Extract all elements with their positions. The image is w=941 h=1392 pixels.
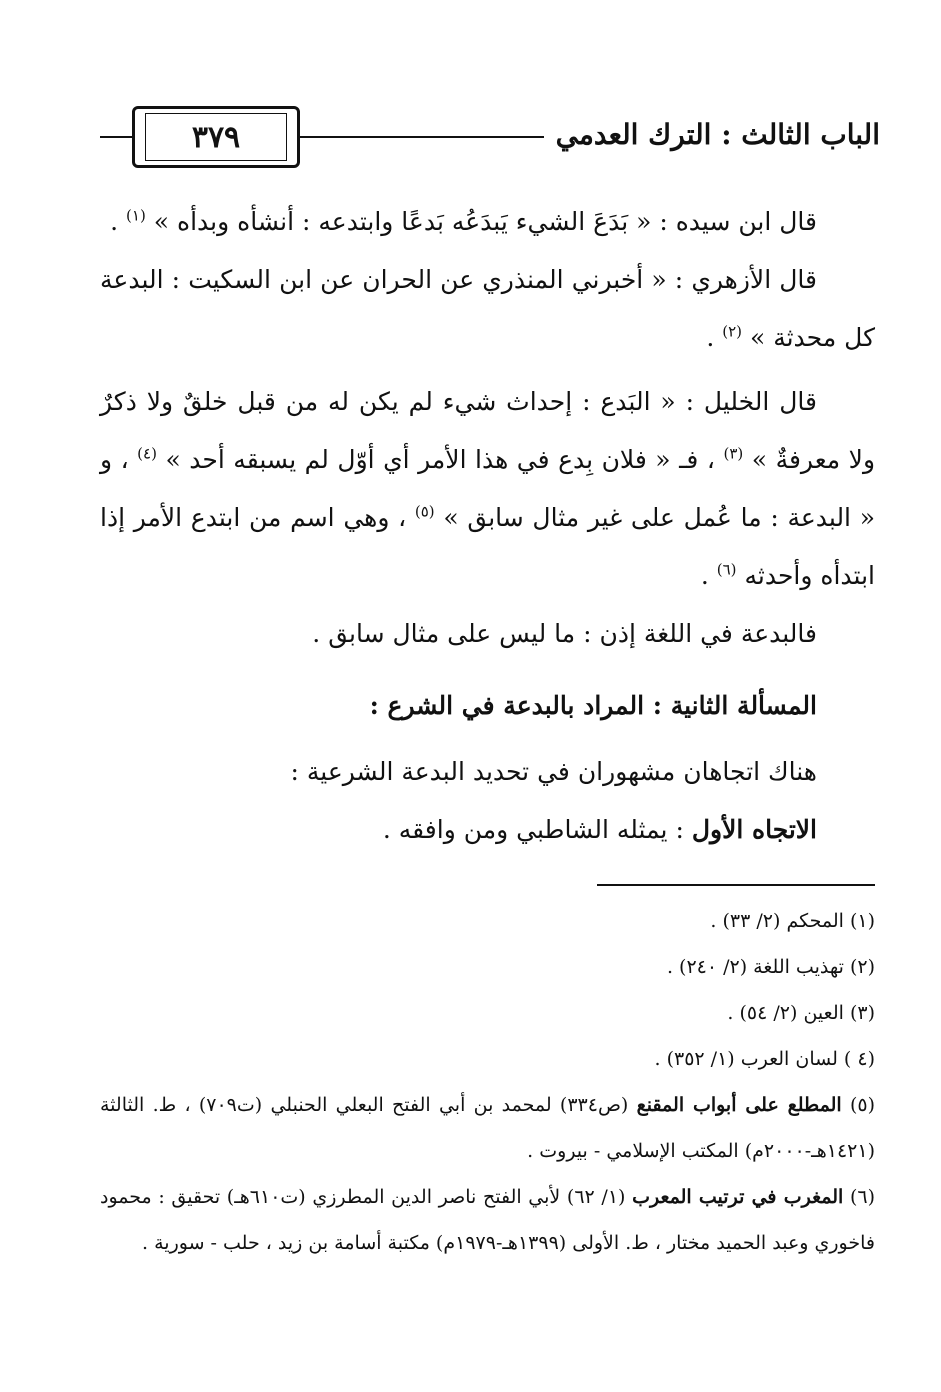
footnote-text: (ص٣٣٤) لمحمد بن أبي الفتح البعلي الحنبلي (ت٧٠٩) ، ط. الثالثة (١٤٢١هـ-٢٠٠٠م) المكتب الإسلامي - بيروت . bbox=[100, 1094, 875, 1162]
paragraph-text: قال الخليل : « البَدع : إحداث شيء لم يكن له من قبل خلقٌ ولا ذكرٌ ولا معرفةٌ » bbox=[100, 387, 876, 474]
footnote-3: (٣) العين (٢/ ٥٤) . bbox=[727, 1002, 875, 1024]
footnote-text: (١/ ٦٢) لأبي الفتح ناصر الدين المطرزي (ت٦١٠هـ) تحقيق : محمود فاخوري وعبد الحميد مختار ، ط. الأولى (١٣٩٩هـ-١٩٧٩م) مكتبة أسامة بن زيد ، حلب - سورية . bbox=[100, 1186, 875, 1254]
paragraph-azhari bbox=[100, 251, 875, 367]
footnotes bbox=[100, 898, 875, 1266]
paragraph-text: ، وهي اسم من ابتدع الأمر إذا ابتدأه وأحدثه bbox=[100, 503, 875, 590]
footnote-ref-5[interactable]: (٥) bbox=[414, 502, 435, 521]
paragraph-ibn-sidah bbox=[100, 193, 875, 251]
chapter-title: الباب الثالث : الترك العدمي bbox=[544, 110, 880, 160]
footnote-4: (٤ ) لسان العرب (١/ ٣٥٢) . bbox=[654, 1048, 875, 1070]
running-header bbox=[100, 98, 880, 176]
paragraph-text: ، فـ « فلان بِدع في هذا الأمر أي أوّل لم يسبقه أحد » bbox=[165, 445, 715, 474]
paragraph-first-approach bbox=[100, 801, 875, 859]
approach-label: الاتجاه الأول bbox=[691, 815, 817, 844]
footnote-ref-2[interactable]: (٢) bbox=[722, 322, 742, 341]
footnote-separator bbox=[597, 884, 875, 886]
footnote-number: (٦) bbox=[843, 1186, 876, 1208]
book-title: المغرب في ترتيب المعرب bbox=[632, 1186, 844, 1208]
footnote-5 bbox=[100, 1082, 875, 1174]
paragraph-text: ، و « البدعة : ما عُمل على غير مثال سابق » bbox=[100, 445, 875, 532]
footnote-ref-4[interactable]: (٤) bbox=[137, 444, 157, 463]
footnote-ref-3[interactable]: (٣) bbox=[723, 444, 744, 463]
page-number-frame bbox=[132, 106, 300, 168]
paragraph-text: : يمثله الشاطبي ومن وافقه . bbox=[382, 815, 692, 844]
paragraph-two-approaches: هناك اتجاهان مشهوران في تحديد البدعة الشرعية : bbox=[290, 757, 817, 786]
footnote-1: (١) المحكم (٢/ ٣٣) . bbox=[710, 910, 875, 932]
footnote-2: (٢) تهذيب اللغة (٢/ ٢٤٠) . bbox=[666, 956, 875, 978]
main-text bbox=[100, 193, 875, 859]
paragraph-conclusion: فالبدعة في اللغة إذن : ما ليس على مثال سابق . bbox=[312, 619, 817, 648]
footnote-number: (٥) bbox=[841, 1094, 876, 1116]
paragraph-text: قال ابن سيده : « بَدَعَ الشيء يَبدَعُه بَدعًا وابتدعه : أنشأه وبدأه » bbox=[153, 207, 817, 236]
book-title: المطلع على أبواب المقنع bbox=[636, 1094, 842, 1116]
sentence-end: . bbox=[706, 323, 715, 352]
section-heading: المسألة الثانية : المراد بالبدعة في الشرع : bbox=[369, 691, 817, 720]
paragraph-khalil bbox=[100, 373, 875, 605]
sentence-end: . bbox=[110, 207, 119, 236]
page-number: ٣٧٩ bbox=[145, 113, 287, 161]
footnote-6 bbox=[100, 1174, 875, 1266]
paragraph-text: قال الأزهري : « أخبرني المنذري عن الحران عن ابن السكيت : البدعة كل محدثة » bbox=[100, 265, 875, 352]
sentence-end: . bbox=[700, 561, 709, 590]
footnote-ref-1[interactable]: (١) bbox=[126, 206, 146, 225]
footnote-ref-6[interactable]: (٦) bbox=[716, 560, 737, 579]
